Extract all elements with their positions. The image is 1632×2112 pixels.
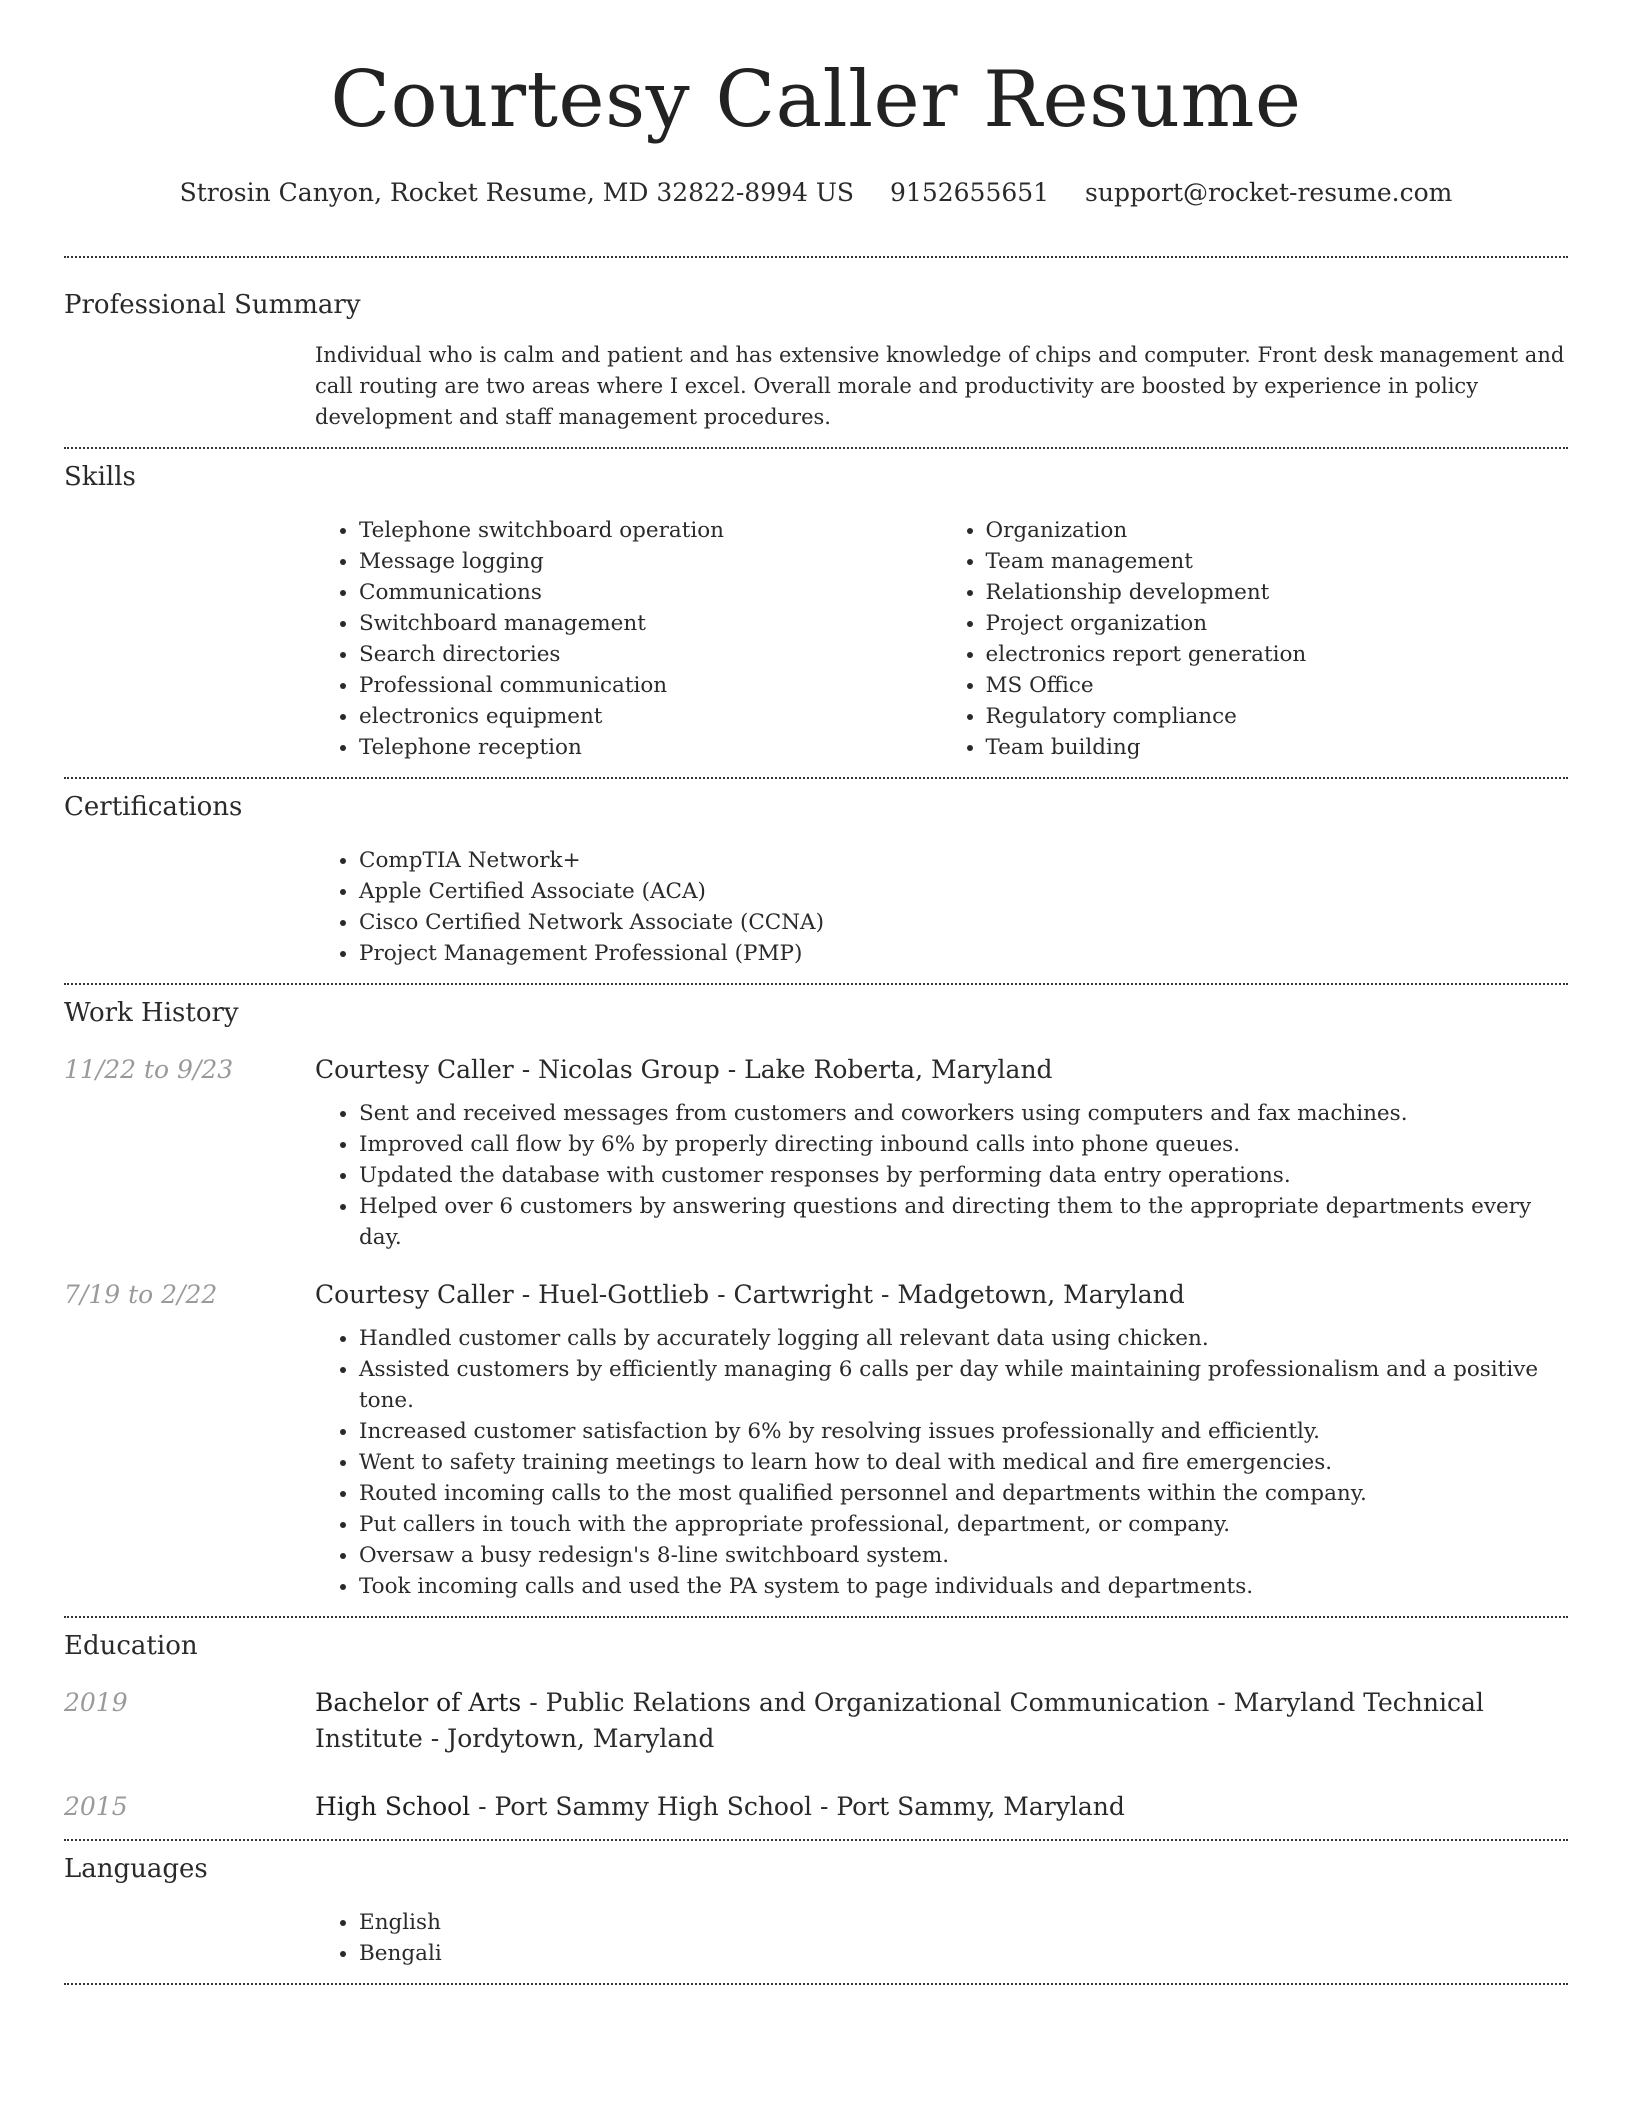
list-item: • Sent and received messages from customers and coworkers using computers and fax machines. [359,1098,1568,1129]
list-item: • English [359,1907,1568,1938]
job-header [64,1052,1568,1088]
address: Strosin Canyon, Rocket Resume, MD 32822-8994 US [179,178,855,207]
list-item: • Assisted customers by efficiently managing 6 calls per day while maintaining professionalism and a positive tone. [359,1354,1568,1416]
list-item: • Project Management Professional (PMP) [359,938,1568,969]
list-item: • Relationship development [986,577,1569,608]
list-item: • Team management [986,546,1569,577]
list-item: • Increased customer satisfaction by 6% by resolving issues professionally and efficiently. [359,1416,1568,1447]
work-section [64,985,1568,1616]
certifications-body [315,845,1568,983]
list-item: • Professional communication [359,670,942,701]
list-item: • Organization [986,515,1569,546]
job-title: Courtesy Caller - Huel-Gottlieb - Cartwright - Madgetown, Maryland [315,1280,1185,1309]
section-heading: Education [64,1631,198,1661]
section-heading: Skills [64,462,136,492]
phone: 9152655651 [890,178,1050,207]
skills-list-left [315,515,942,763]
job-bullet-list [315,1323,1568,1602]
education-title [315,1789,1568,1825]
education-degree: Bachelor of Arts [315,1688,522,1717]
list-item: • Project organization [986,608,1569,639]
list-item: • Routed incoming calls to the most qualified personnel and departments within the company. [359,1478,1568,1509]
summary-section [64,258,1568,447]
languages-section [64,1841,1568,1983]
list-item: • Took incoming calls and used the PA system to page individuals and departments. [359,1571,1568,1602]
education-entry [64,1789,1568,1839]
job-dates: 11/22 to 9/23 [64,1055,234,1084]
skills-list-right [942,515,1569,763]
list-item: • CompTIA Network+ [359,845,1568,876]
education-details: - Public Relations and Organizational Communication - Maryland Technical Institute - Jordytown, Maryland [315,1688,1484,1753]
summary-text: Individual who is calm and patient and has extensive knowledge of chips and computer. Front desk management and call routing are two areas where I excel. Overall morale and productivity are boosted by experience in policy development and staff management procedures. [315,343,1565,429]
list-item: • Message logging [359,546,942,577]
list-item: • MS Office [986,670,1569,701]
education-year: 2015 [64,1792,128,1821]
list-item: • Regulatory compliance [986,701,1569,732]
list-item: • Cisco Certified Network Associate (CCNA) [359,907,1568,938]
languages-list [315,1907,1568,1969]
job-entry [64,1277,1568,1616]
list-item: • Improved call flow by 6% by properly directing inbound calls into phone queues. [359,1129,1568,1160]
job-bullet-list [315,1098,1568,1253]
list-item: • Updated the database with customer responses by performing data entry operations. [359,1160,1568,1191]
education-entry [64,1685,1568,1757]
email: support@rocket-resume.com [1085,178,1453,207]
resume-title: Courtesy Caller Resume [330,55,1302,145]
education-section [64,1618,1568,1839]
list-item: • Search directories [359,639,942,670]
job-dates: 7/19 to 2/22 [64,1280,218,1309]
section-heading: Certifications [64,792,243,822]
certifications-list [315,845,1568,969]
list-item: • Handled customer calls by accurately logging all relevant data using chicken. [359,1323,1568,1354]
job-bullets [315,1098,1568,1253]
list-item: • Bengali [359,1938,1568,1969]
education-details: - Port Sammy High School - Port Sammy, Maryland [470,1792,1125,1821]
list-item: • Telephone switchboard operation [359,515,942,546]
divider [64,1983,1568,1985]
section-heading: Work History [64,998,239,1028]
skills-section [64,449,1568,777]
job-entry [64,1052,1568,1253]
job-bullets [315,1323,1568,1616]
job-title: Courtesy Caller - Nicolas Group - Lake Roberta, Maryland [315,1055,1053,1084]
list-item: • Telephone reception [359,732,942,763]
education-year: 2019 [64,1688,128,1717]
list-item: • electronics equipment [359,701,942,732]
languages-body [315,1907,1568,1983]
list-item: • Helped over 6 customers by answering questions and directing them to the appropriate departments every day. [359,1191,1568,1253]
list-item: • Went to safety training meetings to learn how to deal with medical and fire emergencies. [359,1447,1568,1478]
list-item: • Apple Certified Associate (ACA) [359,876,1568,907]
list-item: • Oversaw a busy redesign's 8-line switchboard system. [359,1540,1568,1571]
list-item: • electronics report generation [986,639,1569,670]
list-item: • Switchboard management [359,608,942,639]
section-heading: Professional Summary [64,290,361,320]
education-title [315,1685,1568,1757]
education-degree: High School [315,1792,471,1821]
list-item: • Put callers in touch with the appropriate professional, department, or company. [359,1509,1568,1540]
certifications-section [64,779,1568,983]
job-header [64,1277,1568,1313]
section-heading: Languages [64,1854,208,1884]
skills-columns [315,515,1568,777]
list-item: • Communications [359,577,942,608]
list-item: • Team building [986,732,1569,763]
contact-line [64,176,1568,210]
